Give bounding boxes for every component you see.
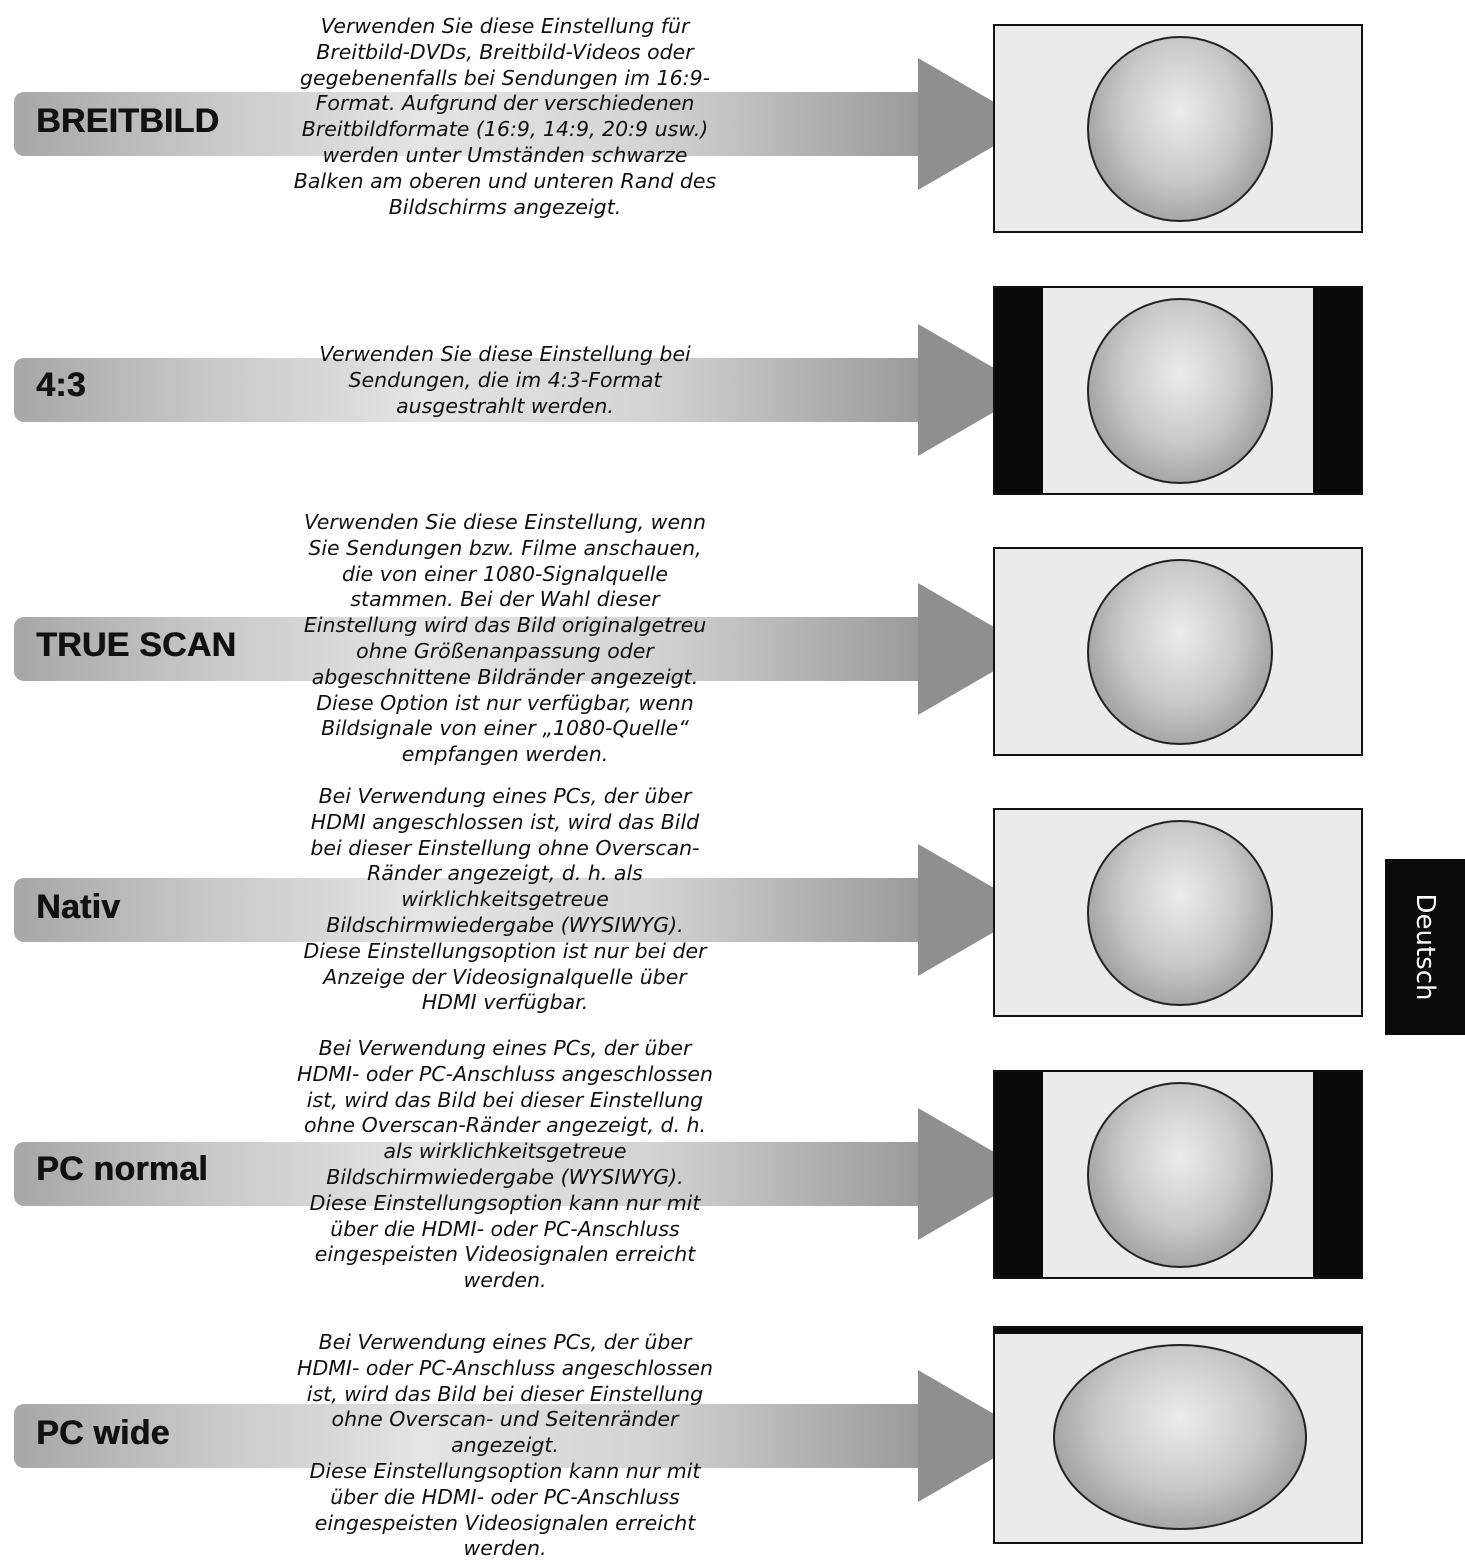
black-bar-left <box>995 1072 1043 1277</box>
black-bar-left <box>995 288 1043 493</box>
mode-row-nativ <box>0 780 1465 1030</box>
black-bar-top <box>995 1328 1361 1334</box>
globe-image <box>1087 1082 1273 1268</box>
mode-description: Verwenden Sie diese Einstellung, wenn Sie Sendungen bzw. Filme anschauen, die von einer 1080-Signalquelle stammen. Bei der Wahl dieser Einstellung wird das Bild originalgetreu ohne Größenanpassung oder abgeschnittene Bildränder angezeigt. Diese Option ist nur verfügbar, wenn Bildsignale von einer „1080-Quelle“ empfangen werden. <box>303 510 707 767</box>
mode-row-pc-normal <box>0 1032 1465 1297</box>
mode-label: BREITBILD <box>36 102 220 140</box>
mode-label: Nativ <box>36 888 121 926</box>
mode-label: TRUE SCAN <box>36 626 237 664</box>
black-bar-right <box>1313 1072 1361 1277</box>
mode-label: PC wide <box>36 1414 170 1452</box>
globe-image <box>1087 298 1273 484</box>
mode-description: Verwenden Sie diese Einstellung für Breitbild-DVDs, Breitbild-Videos oder gegebenenfalls bei Sendungen im 16:9- Format. Aufgrund der verschiedenen Breitbildformate (16:9, 14:9, 20:9 usw.) werden unter Umständen schwarze Balken am oberen und unteren Rand des Bildschirms angezeigt. <box>293 14 717 219</box>
screen-preview-4-3 <box>993 286 1363 495</box>
globe-image <box>1087 820 1273 1006</box>
mode-row-pc-wide <box>0 1300 1465 1559</box>
globe-image <box>1053 1344 1307 1530</box>
globe-image <box>1087 36 1273 222</box>
screen-preview-pc-wide <box>993 1326 1363 1544</box>
mode-row-4-3 <box>0 270 1465 510</box>
mode-label: 4:3 <box>36 366 86 404</box>
mode-label: PC normal <box>36 1150 208 1188</box>
mode-description: Verwenden Sie diese Einstellung bei Sendungen, die im 4:3-Format ausgestrahlt werden. <box>319 342 691 418</box>
black-bar-right <box>1313 288 1361 493</box>
language-tab <box>1385 859 1465 1035</box>
mode-row-breitbild <box>0 0 1465 250</box>
mode-description: Bei Verwendung eines PCs, der über HDMI angeschlossen ist, wird das Bild bei dieser Einstellung ohne Overscan- Ränder angezeigt, d. h. als wirklichkeitsgetreue Bildschirmwiedergabe (WYSIWYG). Diese Einstellungsoption ist nur bei der Anzeige der Videosignalquelle über HDMI verfügbar. <box>303 784 707 1015</box>
mode-description: Bei Verwendung eines PCs, der über HDMI- oder PC-Anschluss angeschlossen ist, wird das Bild bei dieser Einstellung ohne Overscan-Ränder angezeigt, d. h. als wirklichkeitsgetreue Bildschirmwiedergabe (WYSIWYG). Diese Einstellungsoption kann nur mit über die HDMI- oder PC-Anschluss eingespeisten Videosignalen erreicht werden. <box>297 1036 713 1293</box>
screen-preview-true-scan <box>993 547 1363 756</box>
mode-description: Bei Verwendung eines PCs, der über HDMI- oder PC-Anschluss angeschlossen ist, wird das Bild bei dieser Einstellung ohne Overscan- und Seitenränder angezeigt. Diese Einstellungsoption kann nur mit über die HDMI- oder PC-Anschluss eingespeisten Videosignalen erreicht werden. <box>297 1330 713 1561</box>
globe-image <box>1087 559 1273 745</box>
screen-preview-nativ <box>993 808 1363 1017</box>
mode-row-true-scan <box>0 508 1465 778</box>
screen-preview-pc-normal <box>993 1070 1363 1279</box>
language-tab-label: Deutsch <box>1410 893 1440 1001</box>
screen-preview-widescreen <box>993 24 1363 233</box>
